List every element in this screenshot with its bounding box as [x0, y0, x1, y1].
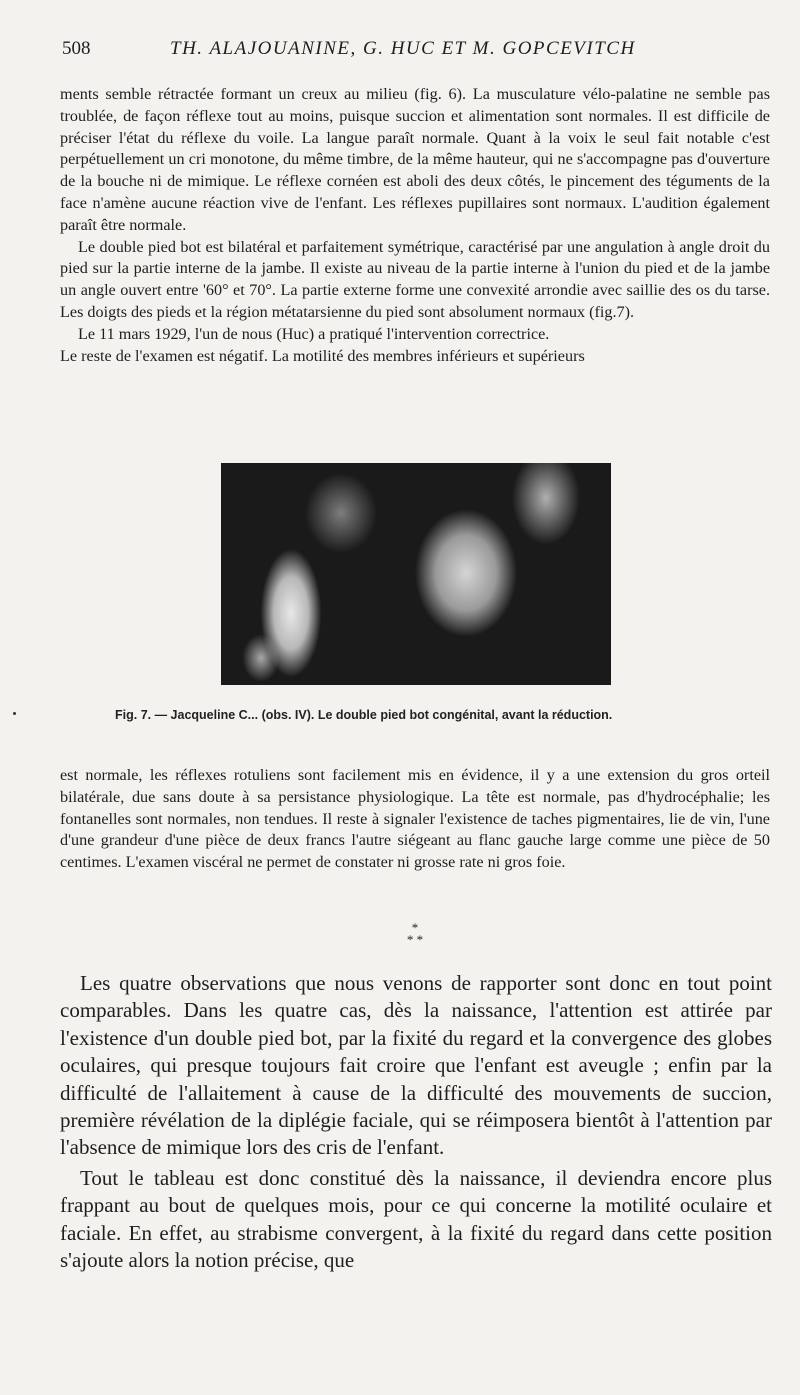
separator-top: * — [411, 920, 419, 935]
paragraph: ments semble rétractée formant un creux au milieu (fig. 6). La musculature vélo-palatine ne semble pas troublée, de façon réflexe tout au moins, puisque succion et alimentation sont normales. Il est difficile de préciser l'état du réflexe du voile. La langue paraît normale. Quant à la voix le seul fait notable c'est perpétuellement un cri monotone, du même timbre, de la même hauteur, qui ne s'accompagne pas d'ouverture de la bouche ni de mimique. Le réflexe cornéen est aboli des deux côtés, le pincement des téguments de la face n'amène aucune réaction vive de l'enfant. Les réflexes pupillaires sont normaux. L'audition également paraît être normale. — [60, 85, 770, 234]
page-number: 508 — [62, 38, 91, 59]
paragraph: Les quatre observations que nous venons de rapporter sont donc en tout point comparables. Dans les quatre cas, dès la naissance, l'attention est attirée par l'existence d'un double pied bot, par la fixité du regard et la convergence des globes oculaires, qui presque toujours fait croire que l'enfant est aveugle ; enfin par la difficulté de l'allaitement à cause de la difficulté des mouvements de succion, première révélation de la diplégie faciale, qui se réimposera bientôt à l'attention par l'absence de mimique lors des cris de l'enfant. — [60, 971, 772, 1160]
paragraph: Le double pied bot est bilatéral et parfaitement symétrique, caractérisé par une angulation à angle droit du pied sur la partie interne de la jambe. Il existe au niveau de la partie interne à l'union du pied et de la jambe un angle ouvert entre '60° et 70°. La partie externe forme une convexité arrondie avec saillie des os du tarse. Les doigts des pieds et la région métatarsienne du pied sont absolument normaux (fig.7). — [60, 237, 770, 321]
text-block-lower — [60, 970, 772, 1274]
running-head: TH. ALAJOUANINE, G. HUC ET M. GOPCEVITCH — [170, 38, 636, 59]
margin-mark — [13, 712, 16, 715]
figure-photograph — [221, 463, 611, 685]
section-separator — [395, 922, 435, 946]
paragraph: Le 11 mars 1929, l'un de nous (Huc) a pratiqué l'intervention correctrice. — [78, 324, 550, 343]
text-block-middle — [60, 765, 770, 874]
page-header — [62, 38, 752, 68]
paragraph: Tout le tableau est donc constitué dès la naissance, il deviendra encore plus frappant au bout de quelques mois, pour ce qui concerne la motilité oculaire et faciale. En effet, au strabisme convergent, à la fixité du regard dans cette position s'ajoute alors la notion précise, que — [60, 1165, 772, 1273]
paragraph: Le reste de l'examen est négatif. La motilité des membres inférieurs et supérieurs — [60, 346, 585, 365]
text-block-upper — [60, 84, 770, 367]
paragraph: est normale, les réflexes rotuliens sont facilement mis en évidence, il y a une extension du gros orteil bilatérale, due sans doute à sa persistance physiologique. La tête est normale, pas d'hydrocéphalie; les fontanelles sont normales, non tendues. Il reste à signaler l'existence de taches pigmentaires, lie de vin, l'une d'une grandeur d'une pièce de deux francs l'autre siégeant au flanc gauche large comme une pièce de 50 centimes. L'examen viscéral ne permet de constater ni grosse rate ni gros foie. — [60, 766, 770, 872]
separator-bottom: * * — [406, 932, 424, 947]
figure-caption: Fig. 7. — Jacqueline C... (obs. IV). Le double pied bot congénital, avant la réduction. — [115, 708, 613, 722]
